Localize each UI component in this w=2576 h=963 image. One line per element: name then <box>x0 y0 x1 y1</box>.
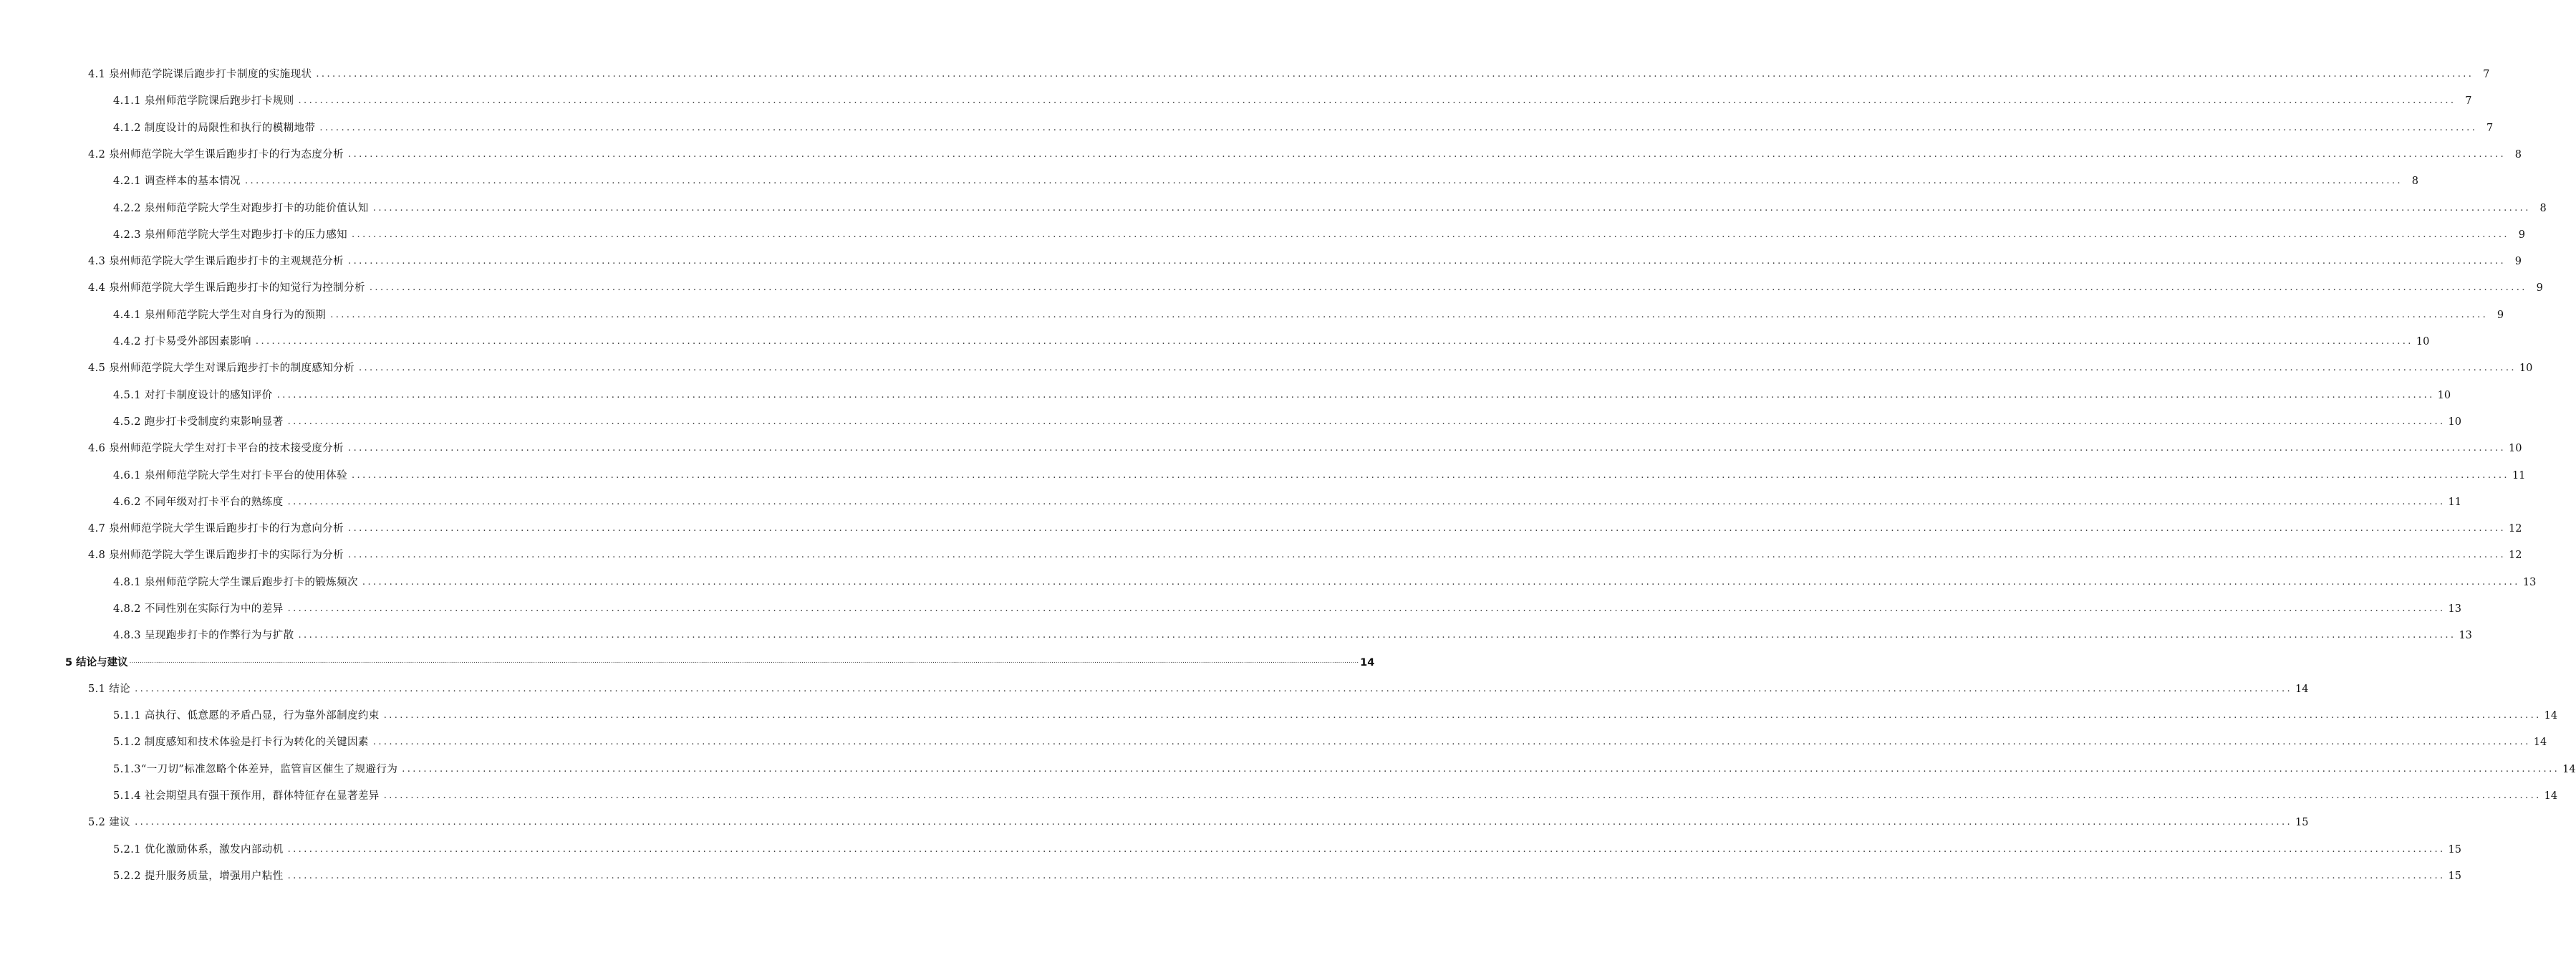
toc-dot-leader: ................................................................................................................................................................................................................................................................................................................................................................................................................ <box>319 123 2478 133</box>
toc-entry[interactable] <box>113 332 2430 349</box>
toc-entry-label: 4.5 泉州师范学院大学生对课后跑步打卡的制度感知分析 <box>88 363 354 374</box>
toc-entry-label: 4.2.3 泉州师范学院大学生对跑步打卡的压力感知 <box>113 229 348 241</box>
toc-entry-page-number: 10 <box>2437 390 2451 401</box>
toc-entry-label: 5.1.1 高执行、低意愿的矛盾凸显，行为靠外部制度约束 <box>113 710 380 722</box>
toc-entry-label: 4.2 泉州师范学院大学生课后跑步打卡的行为态度分析 <box>88 149 344 160</box>
toc-entry[interactable] <box>65 653 1375 670</box>
toc-entry-label: 4.1.1 泉州师范学院课后跑步打卡规则 <box>113 95 294 107</box>
toc-entry-page-number: 14 <box>2544 710 2558 722</box>
toc-entry-label: 5.2.1 优化激励体系，激发内部动机 <box>113 844 284 856</box>
toc-entry-page-number: 10 <box>2448 416 2461 428</box>
toc-entry-page-number: 8 <box>2411 176 2418 187</box>
toc-entry-label: 5.1.4 社会期望具有强干预作用，群体特征存在显著差异 <box>113 790 380 802</box>
toc-entry-label: 4.8.2 不同性别在实际行为中的差异 <box>113 603 284 615</box>
toc-dot-leader: ................................................................................................................................................................................................................................................................................................................................................................................................................ <box>276 390 2435 401</box>
toc-dot-leader: ................................................................................................................................................................................................................................................................................................................................................................................................................ <box>362 577 2520 588</box>
toc-dot-leader: ................................................................................................................................................................................................................................................................................................................................................................................................................ <box>348 256 2507 267</box>
toc-entry-page-number: 15 <box>2448 871 2461 882</box>
toc-entry[interactable] <box>88 519 2522 536</box>
toc-entry[interactable] <box>113 626 2472 643</box>
toc-dot-leader: ................................................................................................................................................................................................................................................................................................................................................................................................................ <box>135 684 2293 694</box>
toc-entry[interactable] <box>88 145 2522 162</box>
toc-entry-page-number: 15 <box>2448 844 2461 856</box>
toc-entry[interactable] <box>113 599 2461 616</box>
toc-entry[interactable] <box>113 706 2558 723</box>
toc-entry-page-number: 9 <box>2518 229 2525 241</box>
toc-entry-page-number: 11 <box>2448 497 2461 508</box>
toc-entry-page-number: 13 <box>2448 603 2461 615</box>
toc-entry-page-number: 14 <box>2295 684 2309 695</box>
toc-entry-page-number: 15 <box>2295 817 2309 828</box>
toc-dot-leader: ................................................................................................................................................................................................................................................................................................................................................................................................................ <box>383 710 2542 721</box>
toc-entry-label: 5.1.3“一刀切”标准忽略个体差异，监管盲区催生了规避行为 <box>113 764 398 775</box>
toc-entry-label: 4.1 泉州师范学院课后跑步打卡制度的实施现状 <box>88 69 312 80</box>
toc-entry[interactable] <box>113 866 2461 883</box>
toc-entry[interactable] <box>113 305 2504 322</box>
toc-entry[interactable] <box>113 572 2537 590</box>
toc-entry[interactable] <box>113 385 2451 403</box>
toc-entry[interactable] <box>113 786 2558 803</box>
toc-dot-leader: ................................................................................................................................................................................................................................................................................................................................................................................................................ <box>372 737 2531 747</box>
toc-entry-page-number: 12 <box>2509 550 2522 561</box>
toc-entry-label: 4.6 泉州师范学院大学生对打卡平台的技术接受度分析 <box>88 443 344 454</box>
toc-entry-label: 4.1.2 制度设计的局限性和执行的模糊地带 <box>113 123 316 134</box>
toc-entry-label: 4.4 泉州师范学院大学生课后跑步打卡的知觉行为控制分析 <box>88 282 365 294</box>
toc-entry[interactable] <box>113 466 2526 483</box>
toc-dot-leader: ................................................................................................................................................................................................................................................................................................................................................................................................................ <box>316 69 2474 80</box>
toc-dot-leader: ................................................................................................................................................................................................................................................................................................................................................................................................................ <box>348 523 2507 534</box>
toc-entry-page-number: 11 <box>2512 470 2526 481</box>
toc-entry[interactable] <box>113 198 2547 216</box>
toc-entry[interactable] <box>113 732 2547 749</box>
toc-entry-label: 4.5.2 跑步打卡受制度约束影响显著 <box>113 416 284 428</box>
toc-entry-label: 5.2.2 提升服务质量，增强用户粘性 <box>113 871 284 882</box>
toc-dot-leader: ................................................................................................................................................................................................................................................................................................................................................................................................................ <box>348 149 2507 160</box>
toc-dot-leader: ................................................................................................................................................................................................................................................................................................................................................................................................................ <box>372 203 2531 214</box>
toc-entry[interactable] <box>113 492 2461 509</box>
toc-dot-leader: ................................................................................................................................................................................................................................................................................................................................................................................................................ <box>287 844 2446 855</box>
toc-entry[interactable] <box>113 760 2576 777</box>
toc-entry-label: 5.2 建议 <box>88 817 131 828</box>
toc-dot-leader: ................................................................................................................................................................................................................................................................................................................................................................................................................ <box>287 871 2446 881</box>
toc-entry-page-number: 13 <box>2459 630 2472 641</box>
toc-entry-page-number: 8 <box>2539 203 2547 214</box>
toc-entry[interactable] <box>88 439 2522 456</box>
toc-entry-label: 4.8 泉州师范学院大学生课后跑步打卡的实际行为分析 <box>88 550 344 561</box>
toc-entry-page-number: 8 <box>2514 149 2522 160</box>
toc-entry-page-number: 9 <box>2497 310 2504 321</box>
toc-dot-leader: ................................................................................................................................................................................................................................................................................................................................................................................................................ <box>348 550 2507 560</box>
toc-dot-leader: ................................................................................................................................................................................................................................................................................................................................................................................................................ <box>352 229 2509 240</box>
toc-entry-label: 4.4.1 泉州师范学院大学生对自身行为的预期 <box>113 310 327 321</box>
toc-entry-page-number: 10 <box>2509 443 2522 454</box>
toc-entry-page-number: 9 <box>2514 256 2522 267</box>
toc-dot-leader: ................................................................................................................................................................................................................................................................................................................................................................................................................ <box>369 282 2527 293</box>
toc-entry[interactable] <box>88 251 2522 269</box>
toc-entry[interactable] <box>113 91 2472 108</box>
toc-entry-label: 4.4.2 打卡易受外部因素影响 <box>113 336 251 348</box>
toc-entry-page-number: 12 <box>2509 523 2522 535</box>
toc-entry-label: 4.2.2 泉州师范学院大学生对跑步打卡的功能价值认知 <box>113 203 369 214</box>
toc-entry[interactable] <box>113 171 2418 188</box>
toc-entry-label: 4.8.1 泉州师范学院大学生课后跑步打卡的锻炼频次 <box>113 577 358 588</box>
toc-entry-page-number: 14 <box>2562 764 2576 775</box>
toc-entry-label: 5.1 结论 <box>88 684 131 695</box>
toc-dot-leader: ................................................................................................................................................................................................................................................................................................................................................................................................................ <box>298 630 2456 641</box>
toc-entry-label: 4.8.3 呈现跑步打卡的作弊行为与扩散 <box>113 630 294 641</box>
toc-dot-leader: ................................................................................................................................................................................................................................................................................................................................................................................................................ <box>298 95 2456 106</box>
toc-dot-leader: ................................................................................................................................................................................................................................................................................................................................................................................................................ <box>402 764 2560 775</box>
toc-dot-leader: ................................................................................................................................................................................................................................................................................................................................................................................................................ <box>383 790 2542 801</box>
toc-entry-label: 4.5.1 对打卡制度设计的感知评价 <box>113 390 273 401</box>
toc-dot-leader: ................................................................................................................................................................................................................................................................................................................................................................................................................ <box>255 336 2413 347</box>
toc-entry[interactable] <box>88 813 2309 830</box>
toc-dot-leader: ................................................................................................................................................................................................................................................................................................................................................................................................................ <box>352 470 2509 481</box>
toc-entry[interactable] <box>113 225 2525 242</box>
toc-entry-label: 4.7 泉州师范学院大学生课后跑步打卡的行为意向分析 <box>88 523 344 535</box>
toc-entry[interactable] <box>113 840 2461 857</box>
toc-entry-label: 4.6.2 不同年级对打卡平台的熟练度 <box>113 497 284 508</box>
toc-dot-leader: ................................................................................................................................................................................................................................................................................................................................................................................................................ <box>330 310 2489 320</box>
toc-entry-label: 5 结论与建议 <box>65 657 128 669</box>
toc-entry-page-number: 10 <box>2416 336 2430 348</box>
toc-entry-label: 5.1.2 制度感知和技术体验是打卡行为转化的关键因素 <box>113 737 369 748</box>
toc-entry-label: 4.2.1 调查样本的基本情况 <box>113 176 241 187</box>
toc-entry-page-number: 14 <box>1360 657 1375 669</box>
toc-entry[interactable] <box>88 545 2522 562</box>
toc-dot-leader: ................................................................................................................................................................................................................................................................................................................................................................................................................ <box>135 817 2293 828</box>
toc-dot-leader: ................................................................................................................................................................................................................................................................................................................................................................................................................ <box>287 497 2446 507</box>
toc-entry-label: 4.6.1 泉州师范学院大学生对打卡平台的使用体验 <box>113 470 348 481</box>
toc-entry[interactable] <box>88 358 2533 375</box>
toc-entry-page-number: 10 <box>2519 363 2533 374</box>
toc-entry-label: 4.3 泉州师范学院大学生课后跑步打卡的主观规范分析 <box>88 256 344 267</box>
toc-entry-page-number: 7 <box>2483 69 2490 80</box>
toc-dot-leader: ................................................................................................................................................................................................................................................................................................................................................................................................................ <box>358 363 2517 373</box>
toc-entry[interactable] <box>88 679 2309 696</box>
toc-entry-page-number: 14 <box>2533 737 2547 748</box>
toc-dot-leader: ................................................................................................................................................................................................................................................................................................................................................................................................................ <box>287 603 2446 614</box>
toc-dot-leader: ........................................................................................................................................................................................................................................................................................................................................................................................................................................................................................................................................................................................................................ <box>129 658 1359 665</box>
toc-dot-leader: ................................................................................................................................................................................................................................................................................................................................................................................................................ <box>348 443 2507 454</box>
toc-entry[interactable] <box>113 118 2494 135</box>
toc-dot-leader: ................................................................................................................................................................................................................................................................................................................................................................................................................ <box>245 176 2403 186</box>
toc-dot-leader: ................................................................................................................................................................................................................................................................................................................................................................................................................ <box>287 416 2446 427</box>
toc-entry[interactable] <box>88 278 2543 295</box>
toc-entry[interactable] <box>88 64 2490 82</box>
toc-entry-page-number: 7 <box>2486 123 2494 134</box>
toc-entry[interactable] <box>113 412 2461 429</box>
toc-entry-page-number: 14 <box>2544 790 2558 802</box>
toc-entry-page-number: 13 <box>2522 577 2537 588</box>
toc-entry-page-number: 7 <box>2465 95 2472 107</box>
toc-entry-page-number: 9 <box>2536 282 2543 294</box>
